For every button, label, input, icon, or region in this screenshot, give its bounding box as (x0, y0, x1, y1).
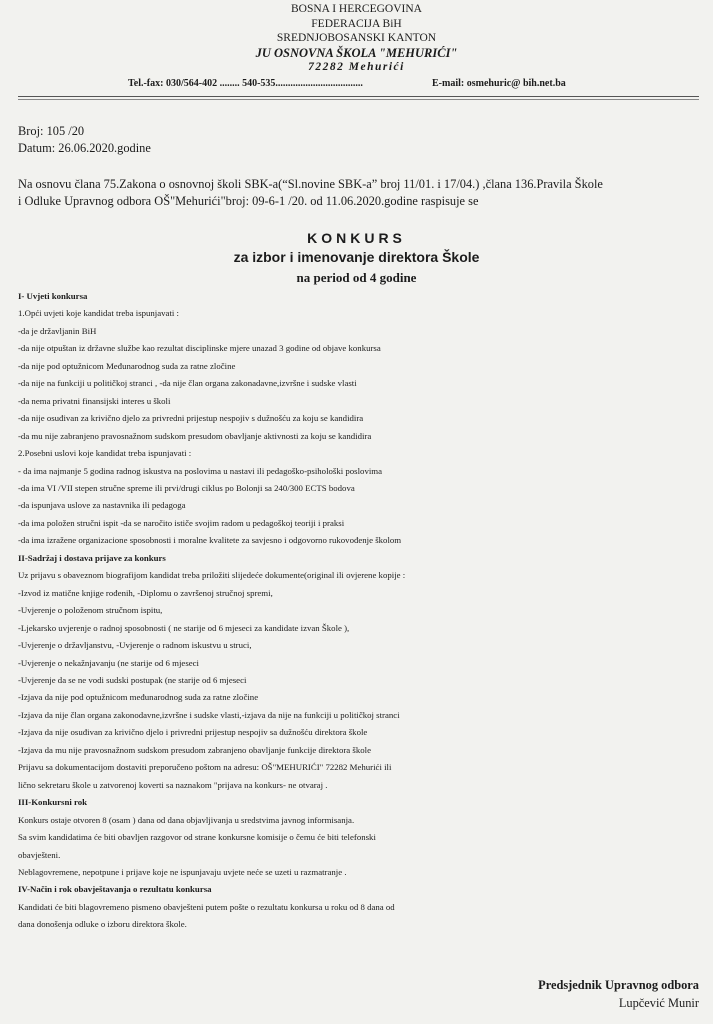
intro-line: i Odluke Upravnog odbora OŠ"Mehurići"broj: 09-6-1 /20. od 11.06.2020.godine raspisuje se (18, 194, 479, 208)
section-heading: IV-Način i rok obavještavanja o rezultatu konkursa (18, 884, 212, 895)
body-line: -Ljekarsko uvjerenje o radnoj sposobnosti ( ne starije od 6 mjeseci za kandidate izvan Škole ), (18, 622, 350, 633)
document-subtitle: za izbor i imenovanje direktora Škole (233, 249, 480, 265)
body-line: -da nema privatni finansijski interes u školi (18, 395, 171, 406)
body-line: Konkurs ostaje otvoren 8 (osam ) dana od dana objavljivanja u sredstvima javnog informisanja. (18, 814, 355, 825)
body-line: -Uvjerenje da se ne vodi sudski postupak (ne starije od 6 mjeseci (18, 674, 247, 685)
body-line: -Uvjerenje o državljanstvu, -Uvjerenje o radnom iskustvu u struci, (18, 640, 252, 651)
body-line: -Izjava da mu nije pravosnažnom sudskom presudom zabranjeno obavljanje funkcije direktora škole (18, 744, 371, 755)
body-line: -Izvod iz matične knjige rođenih, -Diplomu o završenoj stručnoj spremi, (18, 587, 273, 598)
signature-role: Predsjednik Upravnog odbora (538, 978, 699, 992)
reference-date: Datum: 26.06.2020.godine (18, 141, 151, 155)
body-line: -da ima položen stručni ispit -da se naročito ističe svojim radom u pedagoškoj teoriji i praksi (18, 517, 345, 528)
body-line: Sa svim kandidatima će biti obavljen razgovor od strane konkursne komisije o čemu će biti telefonski (18, 832, 376, 843)
section-heading: II-Sadržaj i dostava prijave za konkurs (18, 552, 166, 563)
letterhead-town: 72282 Mehurići (308, 61, 405, 74)
body-line: 1.Opći uvjeti koje kandidat treba ispunjavati : (18, 308, 179, 319)
document-title: KONKURS (307, 230, 406, 246)
document-body (18, 288, 708, 934)
body-line: -da nije osuđivan za krivično djelo za privredni prijestup nespojiv s dužnošću za koju se kandidira (18, 413, 364, 424)
body-line: obavješteni. (18, 849, 61, 860)
header-divider (18, 96, 699, 97)
body-line: -Izjava da nije pod optužnicom međunarodnog suda za ratne zločine (18, 692, 259, 703)
body-line: Prijavu sa dokumentacijom dostaviti preporučeno poštom na adresu: OŠ"MEHURIĆI" 72282 Mehurići ili (18, 762, 392, 773)
body-line: -Izjava da nije osuđivan za krivično djelo i privredni prijestup nespojiv sa dužnošću direktora škole (18, 727, 368, 738)
body-line: -da nije na funkciji u političkoj stranci , -da nije član organa zakonadavne,izvršne i sudske vlasti (18, 378, 357, 389)
body-line: -da je državljanin BiH (18, 325, 97, 336)
body-line: -da nije pod optužnicom Međunarodnog suda za ratne zločine (18, 360, 236, 371)
body-line: -da ima VI /VII stepen stručne spreme ili prvi/drugi ciklus po Bolonji sa 240/300 ECTS bodova (18, 482, 355, 493)
body-line: 2.Posebni uslovi koje kandidat treba ispunjavati : (18, 448, 192, 459)
signature-name: Lupčević Munir (618, 996, 699, 1010)
section-heading: III-Konkursni rok (18, 797, 88, 808)
intro-paragraph (18, 176, 698, 210)
section-heading: I- Uvjeti konkursa (18, 291, 88, 301)
body-line: -da ispunjava uslove za nastavnika ili pedagoga (18, 500, 186, 511)
body-line: dana donošenja odluke o izboru direktora škole. (18, 919, 187, 930)
body-line: Neblagovremene, nepotpune i prijave koje ne ispunjavaju uvjete neće se uzeti u razmatranje . (18, 866, 347, 877)
document-period: na period od 4 godine (296, 270, 417, 285)
tel-fax: Tel.-fax: 030/564-402 ........ 540-535................................... (128, 78, 363, 89)
header-divider-thin (18, 99, 699, 100)
body-line: Kandidati će biti blagovremeno pismeno obavješteni putem pošte o rezultatu konkursa u roku od 8 dana od (18, 901, 395, 912)
letterhead-federation: FEDERACIJA BiH (311, 17, 402, 30)
reference-number: Broj: 105 /20 (18, 124, 85, 138)
email: E-mail: osmehuric@ bih.net.ba (432, 78, 566, 89)
body-line: -Uvjerenje o nekažnjavanju (ne starije od 6 mjeseci (18, 657, 199, 668)
letterhead-country: BOSNA I HERCEGOVINA (291, 3, 422, 15)
body-line: -da ima izražene organizacione sposobnosti i moralne kvalitete za savjesno i odgovorno rukovođenje školom (18, 535, 402, 546)
body-line: lično sekretaru škole u zatvorenoj koverti sa naznakom "prijava na konkurs- ne otvaraj . (18, 779, 328, 790)
letterhead-canton: SREDNJOBOSANSKI KANTON (276, 32, 437, 45)
body-line: Uz prijavu s obaveznom biografijom kandidat treba priložiti slijedeće dokumente(original ili ovjerene kopije : (18, 570, 406, 581)
body-line: -da mu nije zabranjeno pravosnažnom sudskom presudom obavljanje aktivnosti za koju se kandidira (18, 430, 372, 441)
letterhead (0, 2, 713, 75)
body-line: -da nije otpuštan iz državne službe kao rezultat disciplinske mjere unazad 3 godine od objave konkursa (18, 343, 381, 354)
body-line: -Uvjerenje o položenom stručnom ispitu, (18, 605, 163, 616)
letterhead-school: JU OSNOVNA ŠKOLA "MEHURIĆI" (255, 45, 458, 60)
body-line: - da ima najmanje 5 godina radnog iskustva na poslovima u nastavi ili pedagoško-psihološki poslovima (18, 465, 383, 476)
intro-line: Na osnovu člana 75.Zakona o osnovnoj školi SBK-a(“Sl.novine SBK-a” broj 11/01. i 17/04.) ,člana 136.Pravila Škole (18, 177, 603, 191)
body-line: -Izjava da nije član organa zakonodavne,izvršne i sudske vlasti,-izjava da nije na funkciji u političkoj stranci (18, 709, 400, 720)
